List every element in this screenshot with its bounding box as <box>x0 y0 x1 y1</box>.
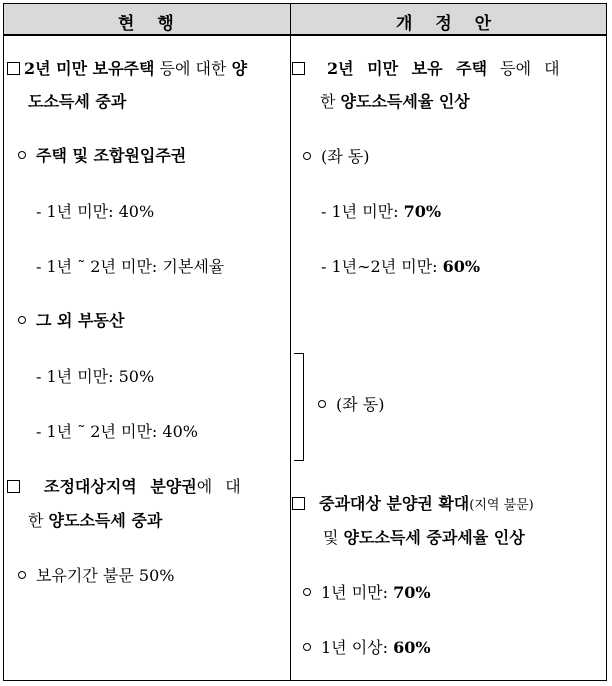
header-current: 현 행 <box>118 14 183 34</box>
right-bracket-same: (좌 동) <box>318 394 384 416</box>
right-section1-item2: - 1년∼2년 미만: 60% <box>321 257 481 276</box>
left-sub1-item1: - 1년 미만: 40% <box>36 202 155 221</box>
left-sub2-heading: 그 외 부동산 <box>18 310 124 332</box>
right-section1-same: (좌 동) <box>303 146 369 168</box>
left-section1-line2: 도소득세 중과 <box>28 92 127 111</box>
right-section1-line1: 2년 미만 보유 주택 등에 대 <box>292 58 560 80</box>
left-sub2-item2: - 1년 ˜ 2년 미만: 40% <box>36 422 198 441</box>
header-divider <box>3 34 607 36</box>
circle-bullet-icon <box>303 588 311 596</box>
left-sub1-heading: 주택 및 조합원입주권 <box>18 145 186 167</box>
right-section1-line2: 한 양도소득세율 인상 <box>320 92 470 111</box>
right-section2-line2: 및 양도소득세 중과세율 인상 <box>323 528 525 547</box>
left-sub1-item2: - 1년 ˜ 2년 미만: 기본세율 <box>36 257 225 276</box>
checkbox-square-icon <box>7 62 20 75</box>
checkbox-square-icon <box>292 62 305 75</box>
checkbox-square-icon <box>292 497 305 510</box>
right-section2-item2: 1년 이상: 60% <box>303 637 431 659</box>
right-section2-item1: 1년 미만: 70% <box>303 582 431 604</box>
left-section1-line1: 2년 미만 보유주택 등에 대한 양 <box>7 58 247 80</box>
bracket <box>294 353 304 461</box>
checkbox-square-icon <box>7 480 20 493</box>
circle-bullet-icon <box>318 400 326 408</box>
circle-bullet-icon <box>303 643 311 651</box>
left-section2-line2: 한 양도소득세 중과 <box>28 511 163 530</box>
right-section1-item1: - 1년 미만: 70% <box>321 202 442 221</box>
circle-bullet-icon <box>18 151 26 159</box>
header-revised: 개 정 안 <box>396 14 500 34</box>
circle-bullet-icon <box>18 316 26 324</box>
left-section2-line1: 조정대상지역 분양권에 대 <box>7 476 241 498</box>
column-divider <box>290 3 291 681</box>
circle-bullet-icon <box>18 571 26 579</box>
left-sub2-item1: - 1년 미만: 50% <box>36 367 155 386</box>
left-section2-sub1: 보유기간 불문 50% <box>18 565 174 587</box>
circle-bullet-icon <box>303 152 311 160</box>
right-section2-line1: 중과대상 분양권 확대(지역 불문) <box>292 493 534 517</box>
